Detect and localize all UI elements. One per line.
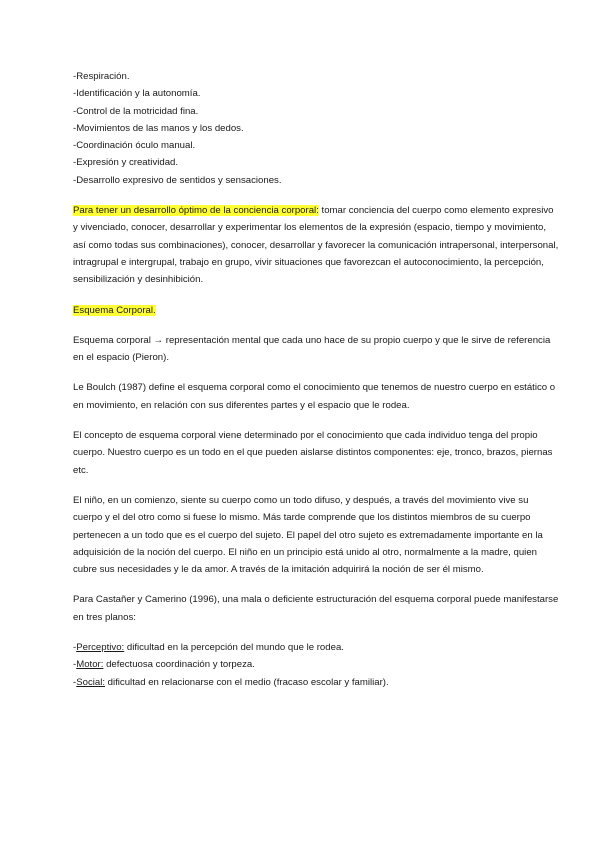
section-heading: Esquema Corporal. [73, 304, 156, 316]
conciencia-highlight: Para tener un desarrollo óptimo de la conciencia corporal: [73, 205, 319, 217]
list-item: -Respiración. [73, 71, 130, 82]
list-item: -Control de la motricidad fina. [73, 105, 199, 117]
conciencia-paragraph [73, 202, 560, 288]
list-item-perceptivo: -Perceptivo: dificultad en la percepción del mundo que le rodea. [73, 642, 344, 654]
list-item: -Movimientos de las manos y los dedos. [73, 122, 244, 134]
list-item: -Desarrollo expresivo de sentidos y sensaciones. [73, 174, 282, 186]
list-item: -Identificación y la autonomía. [73, 88, 201, 100]
paragraph-concepto: El concepto de esquema corporal viene determinado por el conocimiento que cada individuo tenga del propio cuerpo. Nuestro cuerpo es un todo en el que pueden aislarse distintos componentes: eje, tronco, brazos, piernas etc. [73, 430, 553, 476]
intro-list [73, 68, 560, 189]
list-item: -Expresión y creatividad. [73, 157, 179, 169]
list-item: -Coordinación óculo manual. [73, 140, 196, 152]
list-item-social: -Social: dificultad en relacionarse con el medio (fracaso escolar y familiar). [73, 676, 389, 688]
paragraph-castaner: Para Castañer y Camerino (1996), una mala o deficiente estructuración del esquema corporal puede manifestarse en tres planos: [73, 594, 559, 623]
paragraph-pieron: Esquema corporal → representación mental que cada uno hace de su propio cuerpo y que le sirve de referencia en el espacio (Pieron). [73, 334, 551, 364]
paragraph-le-boulch: Le Boulch (1987) define el esquema corporal como el conocimiento que tenemos de nuestro cuerpo en estático o en movimiento, en relación con sus diferentes partes y el espacio que le rodea. [73, 382, 556, 411]
list-item-motor: -Motor: defectuosa coordinación y torpeza. [73, 659, 255, 671]
conciencia-text: tomar conciencia del cuerpo como elemento expresivo y vivenciado, conocer, desarrollar y experimentar los elementos de la expresión (espacio, tiempo y movimiento, así como todas sus combinaciones), conocer, desarrollar y favorecer la comunicación intrapersonal, interpersonal, intragrupal e intergrupal, trabajo en grupo, vivir situaciones que favorezcan el autoconocimiento, la percepción, sensibilización y desinhibición. [73, 205, 559, 286]
paragraph-nino: El niño, en un comienzo, siente su cuerpo como un todo difuso, y después, a través del movimiento vive su cuerpo y el del otro como si fuese lo mismo. Más tarde comprende que los distintos miembros de su cuerpo pertenecen a un todo que es el cuerpo del sujeto. El papel del otro sujeto es extremadamente importante en la adquisición de la noción del cuerpo. El niño en un principio está unido al otro, normalmente a la madre, quien cubre sus necesidades y le da amor. A través de la imitación adquirirá la noción de ser él mismo. [73, 494, 543, 576]
planos-list [73, 639, 560, 691]
